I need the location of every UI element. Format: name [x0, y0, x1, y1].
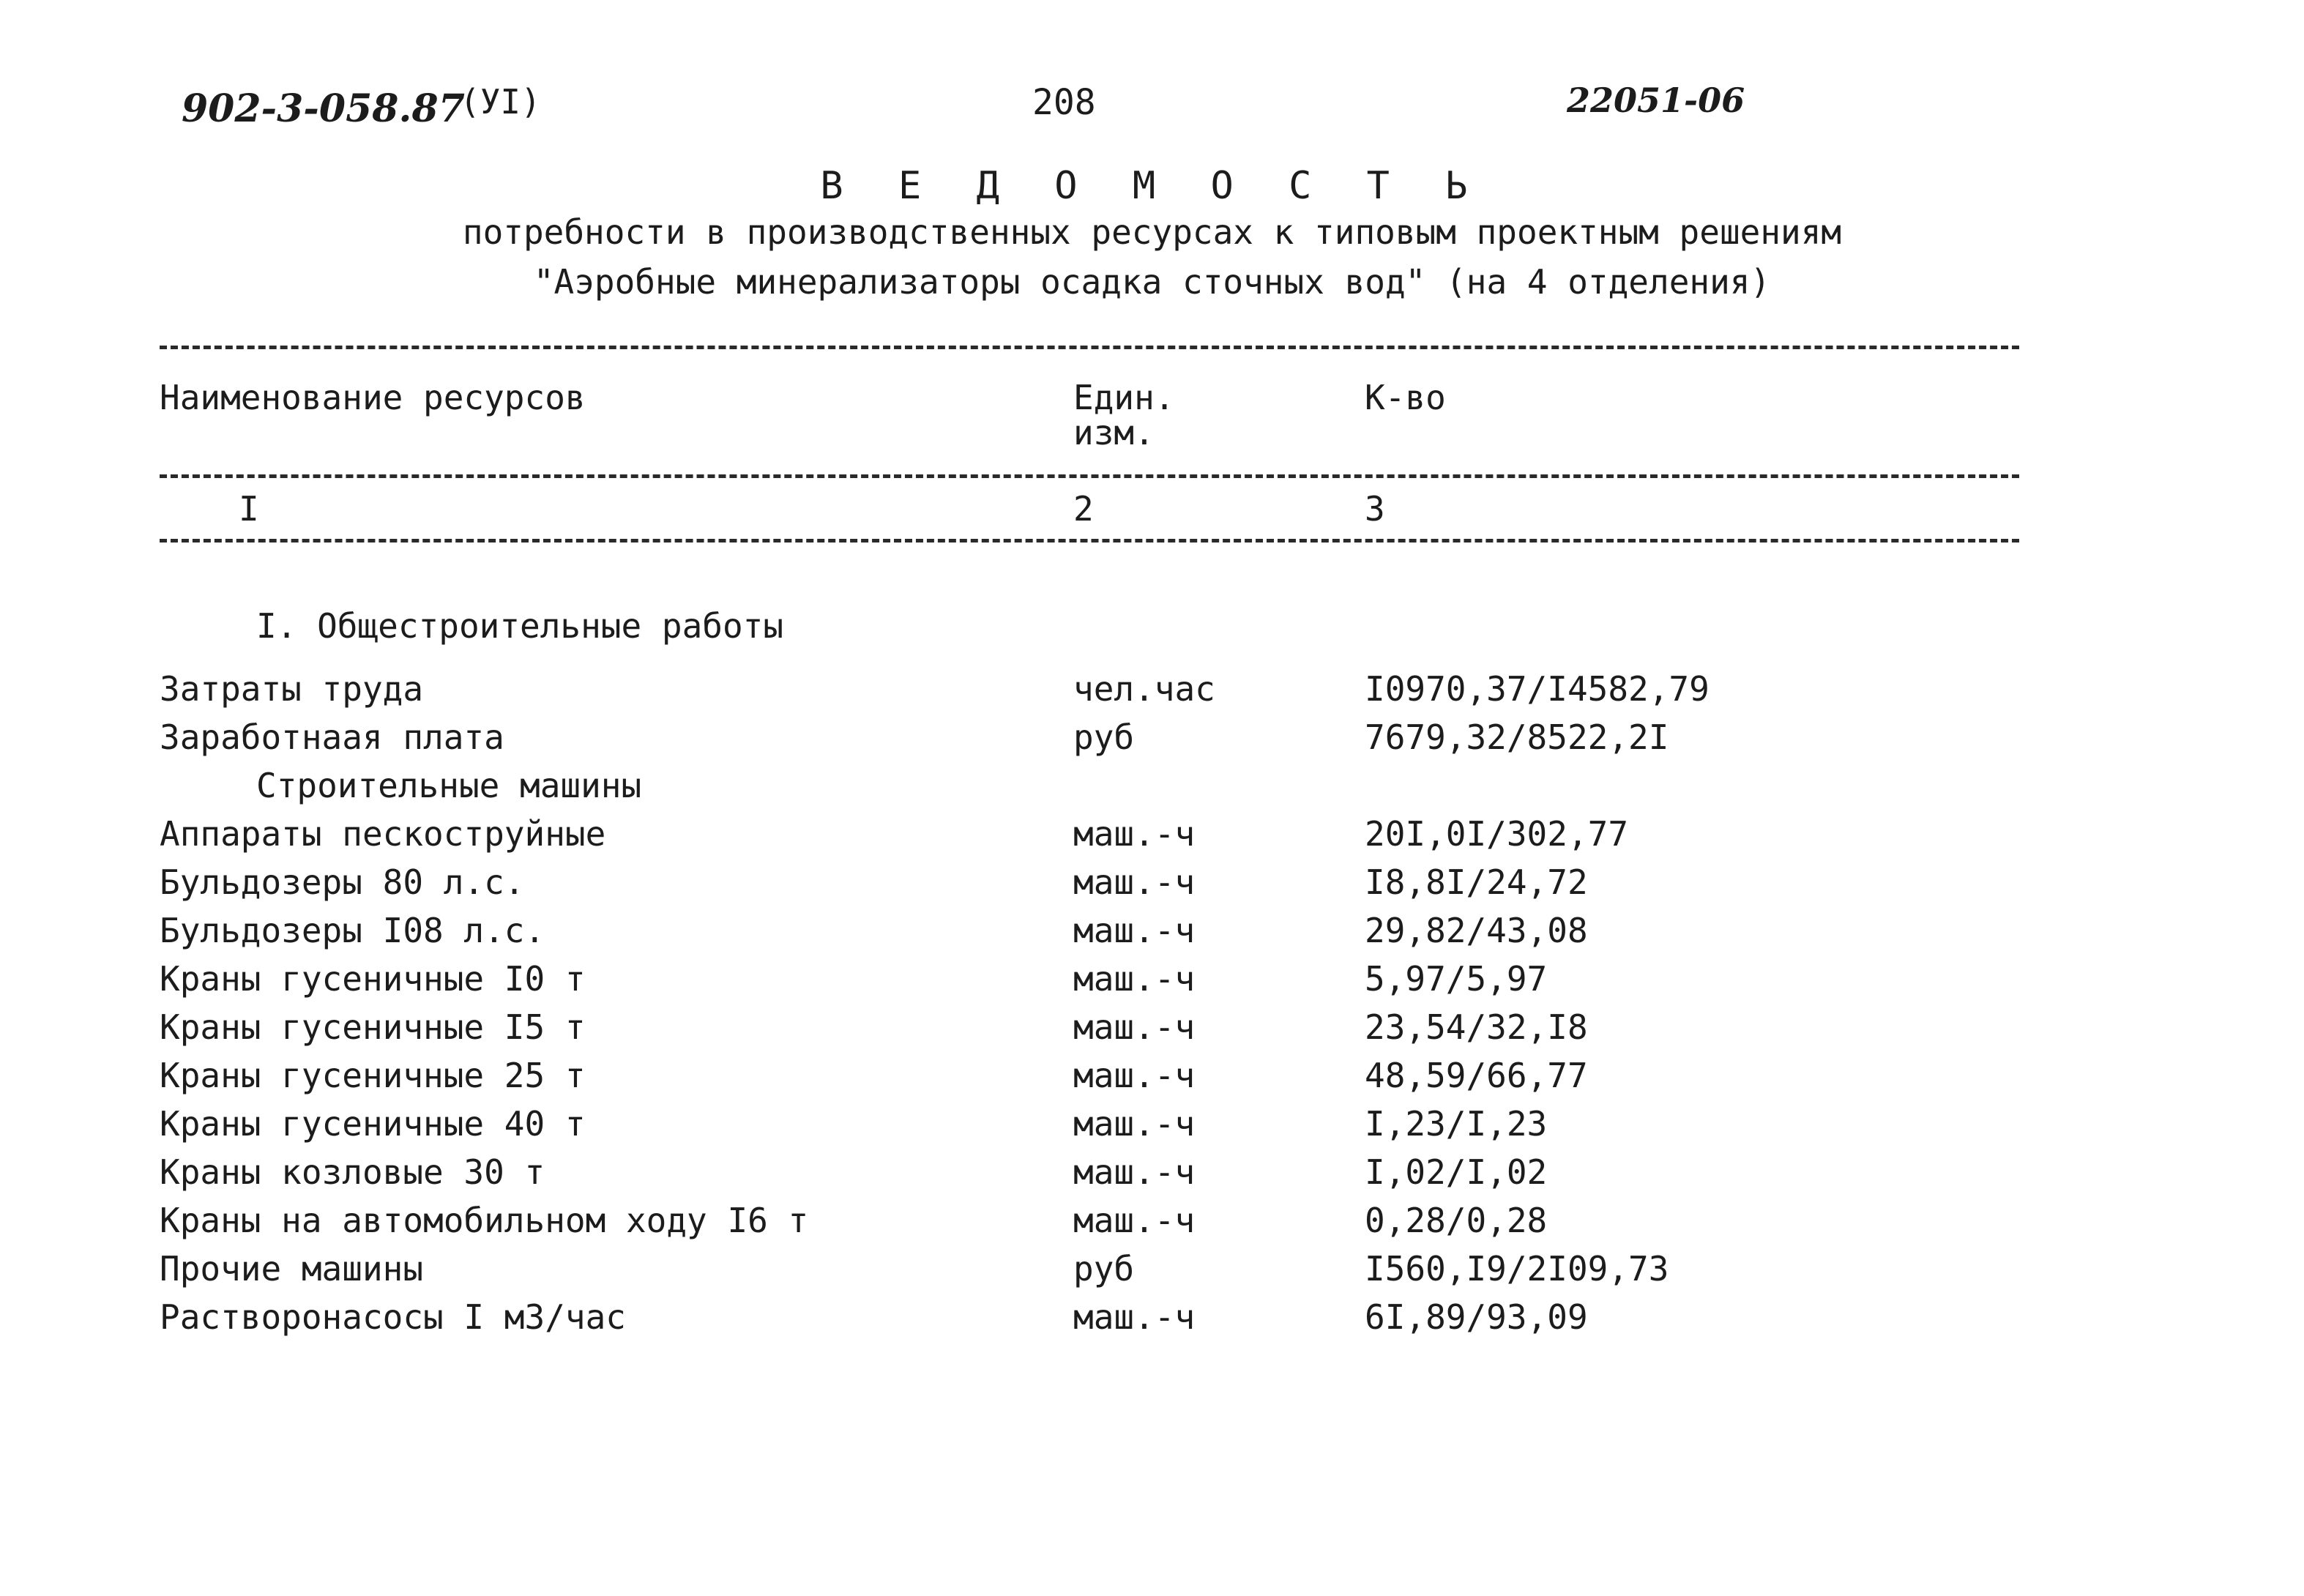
document-title: В Е Д О М О С Т Ь — [820, 164, 1484, 208]
row-unit: маш.-ч — [1073, 814, 1196, 854]
row-unit: руб — [1073, 1249, 1135, 1289]
table-row — [0, 911, 2304, 959]
row-unit: маш.-ч — [1073, 1297, 1196, 1337]
document-code: 902-3-058.87 — [182, 86, 465, 131]
row-qty: I0970,37/I4582,79 — [1365, 669, 1710, 709]
row-name: Бульдозеры 80 л.с. — [160, 862, 525, 902]
row-qty: 20I,0I/302,77 — [1365, 814, 1629, 854]
row-name: Краны гусеничные I5 т — [160, 1007, 586, 1047]
row-name: Краны на автомобильном ходу I6 т — [160, 1201, 809, 1240]
row-name: Растворонасосы I м3/час — [160, 1297, 626, 1337]
row-name: Краны гусеничные I0 т — [160, 959, 586, 999]
row-qty: 0,28/0,28 — [1365, 1201, 1548, 1240]
row-name: Строительные машины — [256, 766, 642, 805]
column-number-qty: 3 — [1365, 489, 1385, 529]
table-row — [0, 1201, 2304, 1249]
table-row — [0, 1007, 2304, 1056]
row-unit: маш.-ч — [1073, 1104, 1196, 1144]
row-qty: 6I,89/93,09 — [1365, 1297, 1588, 1337]
page-number: 208 — [1032, 82, 1096, 123]
section-title: I. Общестроительные работы — [256, 606, 784, 646]
row-unit: маш.-ч — [1073, 1201, 1196, 1240]
row-qty: I,23/I,23 — [1365, 1104, 1548, 1144]
row-qty: 48,59/66,77 — [1365, 1056, 1588, 1095]
document-subtitle-line1: потребности в производственных ресурсах к типовым проектным решениям — [462, 212, 1842, 252]
row-name: Затраты труда — [160, 669, 424, 709]
row-qty: 7679,32/8522,2I — [1365, 717, 1669, 757]
row-qty: 5,97/5,97 — [1365, 959, 1548, 999]
table-row — [0, 1297, 2304, 1346]
table-row — [0, 959, 2304, 1007]
row-unit: маш.-ч — [1073, 1056, 1196, 1095]
table-row — [0, 717, 2304, 766]
column-header-unit-line2: изм. — [1073, 413, 1155, 452]
row-unit: маш.-ч — [1073, 911, 1196, 950]
column-header-name: Наименование ресурсов — [160, 378, 586, 417]
row-name: Краны гусеничные 25 т — [160, 1056, 586, 1095]
table-row — [0, 862, 2304, 911]
row-unit: чел.час — [1073, 669, 1215, 709]
row-unit: маш.-ч — [1073, 1007, 1196, 1047]
table-row — [0, 1104, 2304, 1152]
row-name: Бульдозеры I08 л.с. — [160, 911, 545, 950]
table-rule-numbers — [160, 539, 2019, 542]
sheet-code: 22051-06 — [1567, 81, 1745, 120]
row-qty: 23,54/32,I8 — [1365, 1007, 1588, 1047]
row-name: Заработнаая плата — [160, 717, 504, 757]
column-header-unit-line1: Един. — [1073, 378, 1175, 417]
table-row — [0, 814, 2304, 862]
row-qty: I8,8I/24,72 — [1365, 862, 1588, 902]
table-row — [0, 1056, 2304, 1104]
row-name: Краны козловые 30 т — [160, 1152, 545, 1192]
table-rule-header — [160, 474, 2019, 478]
row-name: Краны гусеничные 40 т — [160, 1104, 586, 1144]
row-name: Аппараты пескоструйные — [160, 814, 606, 854]
row-unit: руб — [1073, 717, 1135, 757]
row-name: Прочие машины — [160, 1249, 424, 1289]
column-number-name: I — [239, 489, 259, 529]
row-qty: I560,I9/2I09,73 — [1365, 1249, 1669, 1289]
row-unit: маш.-ч — [1073, 959, 1196, 999]
column-header-qty: К-во — [1365, 378, 1446, 417]
table-row — [0, 669, 2304, 717]
document-variant: (УI) — [460, 82, 541, 122]
row-qty: 29,82/43,08 — [1365, 911, 1588, 950]
document-subtitle-line2: "Аэробные минерализаторы осадка сточных вод" (на 4 отделения) — [533, 262, 1771, 302]
table-row — [0, 1152, 2304, 1201]
table-rule-top — [160, 346, 2019, 349]
column-number-unit: 2 — [1073, 489, 1094, 529]
row-qty: I,02/I,02 — [1365, 1152, 1548, 1192]
table-row — [0, 1249, 2304, 1297]
row-unit: маш.-ч — [1073, 1152, 1196, 1192]
table-row-subheading — [0, 766, 2304, 814]
row-unit: маш.-ч — [1073, 862, 1196, 902]
